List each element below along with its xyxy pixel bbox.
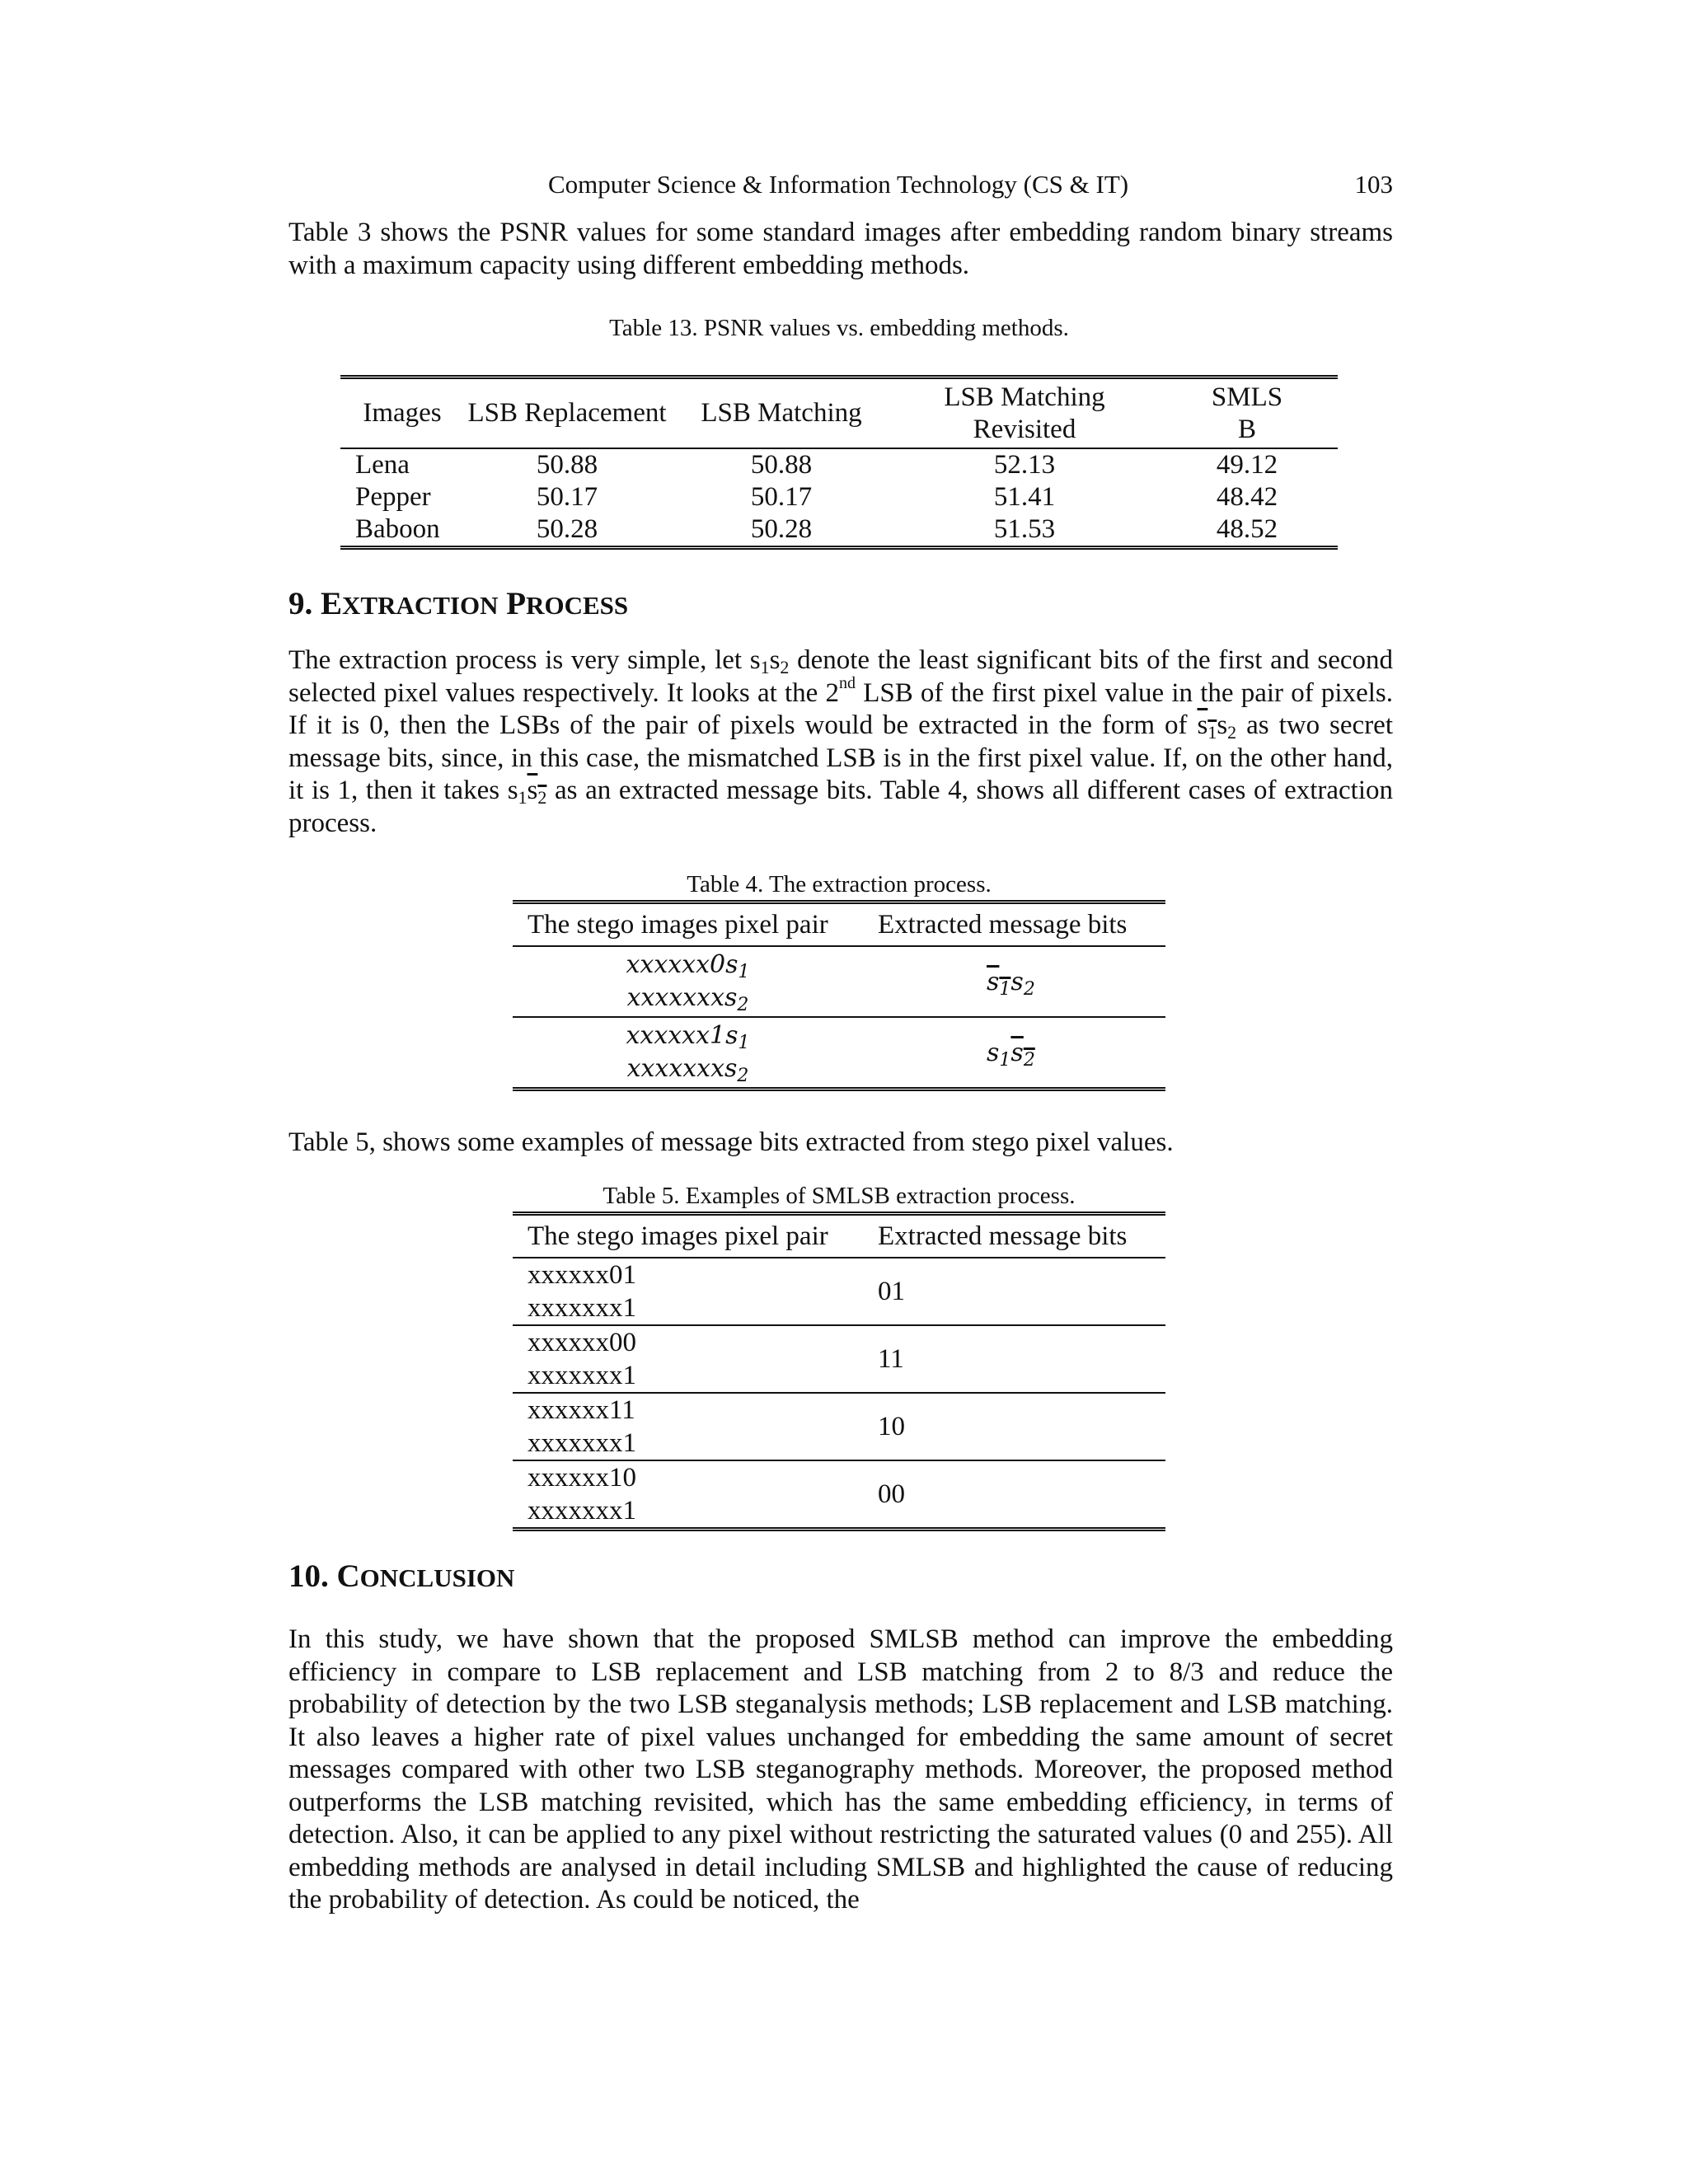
table-cell: Baboon bbox=[355, 514, 440, 544]
pixel-pair-cell: $xxxxxx1s_1$ xxxxxxxs$_2$ bbox=[626, 1021, 750, 1086]
table-row bbox=[513, 946, 1165, 1017]
section-9-heading bbox=[288, 585, 628, 622]
math-s1bar-s2: $s_1s_2$ bbox=[1197, 710, 1237, 743]
table-header-row bbox=[513, 902, 1165, 947]
table-cell: 50.88 bbox=[536, 450, 598, 480]
pixel-pair-cell: xxxxxx01 xxxxxxx1 bbox=[513, 1258, 863, 1325]
table-cell: 48.52 bbox=[1216, 514, 1278, 544]
col-header: Extracted message bits bbox=[863, 902, 1165, 947]
table-row bbox=[513, 1460, 1165, 1530]
journal-title: Computer Science & Information Technology (CS & IT) bbox=[548, 170, 1129, 199]
table-cell: 50.28 bbox=[536, 514, 598, 544]
pixel-pair-cell: xxxxxx00 xxxxxxx1 bbox=[513, 1325, 863, 1393]
section-number: 10. bbox=[288, 1558, 329, 1594]
text-run: as an extracted message bits. Table 4, shows all different cases of extraction process. bbox=[288, 776, 1394, 838]
extracted-bits-cell bbox=[863, 946, 1165, 1017]
table-cell: 49.12 bbox=[1216, 450, 1278, 480]
table-cell: 50.17 bbox=[750, 482, 813, 512]
heading-smallcaps: ROCESS bbox=[526, 591, 629, 620]
psnr-table bbox=[340, 375, 1338, 550]
col-header: The stego images pixel pair bbox=[513, 902, 863, 947]
table3-caption: Table 13. PSNR values vs. embedding methods. bbox=[609, 315, 1069, 341]
table-row bbox=[340, 448, 1338, 481]
table5-caption: Table 5. Examples of SMLSB extraction process. bbox=[603, 1183, 1076, 1209]
text-run: LSB of the first pixel value in the pair of pixels. If it is 0, then the LSBs of the pair of pixels would be extracted in the form of bbox=[288, 677, 1393, 740]
text-run: denote the least significant bits of the first and second selected pixel values respectively. It looks at the 2 bbox=[288, 645, 1394, 708]
table-cell: 51.41 bbox=[993, 482, 1056, 512]
table-cell: 52.13 bbox=[993, 450, 1056, 480]
table-row bbox=[513, 1017, 1165, 1090]
col-header-line: LSB Matching bbox=[944, 382, 1105, 412]
table-cell: Lena bbox=[355, 450, 410, 480]
col-header-line: SMLS bbox=[1211, 382, 1283, 412]
intro-paragraph: Table 3 shows the PSNR values for some standard images after embedding random binary streams with a maximum capacity using different embedding methods. bbox=[288, 218, 1393, 280]
pixel-pair-cell: xxxxxx11 xxxxxxx1 bbox=[513, 1393, 863, 1460]
table-row bbox=[513, 1258, 1165, 1325]
table5-intro: Table 5, shows some examples of message bits extracted from stego pixel values. bbox=[288, 1127, 1174, 1157]
col-header: LSB Matching bbox=[670, 377, 893, 449]
math-s1s2: $s_1s_2$ bbox=[749, 645, 790, 677]
extracted-bits-cell: 10 bbox=[863, 1393, 1165, 1460]
table-cell: 50.88 bbox=[750, 450, 813, 480]
col-header-line: B bbox=[1237, 414, 1256, 444]
col-header: The stego images pixel pair bbox=[513, 1214, 863, 1258]
table-header-row bbox=[340, 377, 1338, 449]
section-number: 9. bbox=[288, 586, 313, 621]
extracted-bits-cell bbox=[863, 1017, 1165, 1090]
table-cell: 51.53 bbox=[993, 514, 1056, 544]
col-header: Extracted message bits bbox=[863, 1214, 1165, 1258]
col-header-line: Revisited bbox=[973, 414, 1076, 444]
math-s1bar-s2: $s_1s_2$ bbox=[987, 967, 1035, 1000]
table-row bbox=[340, 481, 1338, 513]
section-10-heading bbox=[288, 1558, 514, 1595]
table-cell: 50.28 bbox=[750, 514, 813, 544]
extraction-examples-table bbox=[513, 1212, 1165, 1531]
extracted-bits-cell: 11 bbox=[863, 1325, 1165, 1393]
table-cell: 50.17 bbox=[536, 482, 598, 512]
text-run: as two secret message bits, since, in this case, the mismatched LSB is in the first pixel value. If, on the other hand, it is 1, then it takes bbox=[288, 710, 1393, 805]
math-s1-s2bar: $s_1s_2$ bbox=[987, 1038, 1035, 1071]
math-s1-s2bar: $s_1s_2$ bbox=[507, 776, 547, 808]
table-row bbox=[513, 1325, 1165, 1393]
heading-letter: E bbox=[321, 586, 343, 621]
conclusion-paragraph: In this study, we have shown that the proposed SMLSB method can improve the embedding efficiency in compare to LSB replacement and LSB matching from 2 to 8/3 and reduce the probability of detection by the two LSB steganalysis methods; LSB replacement and LSB matching. It also leaves a higher rate of pixel values unchanged for embedding the same amount of secret messages compared with other two LSB steganography methods. Moreover, the proposed method outperforms the LSB matching revisited, which has the same embedding efficiency, in terms of detection. Also, it can be applied to any pixel without restricting the saturated values (0 and 255). All embedding methods are analysed in detail including SMLSB and highlighted the cause of reducing the probability of detection. As could be noticed, the bbox=[288, 1624, 1393, 1915]
table-header-row bbox=[513, 1214, 1165, 1258]
text-run: The extraction process is very simple, let bbox=[288, 645, 743, 675]
table-cell: 48.42 bbox=[1216, 482, 1278, 512]
extracted-bits-cell: 00 bbox=[878, 1479, 905, 1509]
col-header: LSB Replacement bbox=[464, 377, 670, 449]
pixel-pair-cell: $xxxxxx0s_1$ xxxxxxxs$_2$ bbox=[513, 946, 863, 1017]
ordinal-suffix: nd bbox=[839, 673, 856, 692]
extraction-process-table bbox=[513, 900, 1165, 1091]
page-number: 103 bbox=[1354, 170, 1393, 199]
table-row bbox=[340, 513, 1338, 548]
extracted-bits-cell: 01 bbox=[863, 1258, 1165, 1325]
heading-letter: C bbox=[336, 1558, 360, 1594]
col-header bbox=[893, 377, 1156, 449]
table4-caption: Table 4. The extraction process. bbox=[687, 871, 992, 898]
col-header bbox=[1156, 377, 1338, 449]
heading-smallcaps: ONCLUSION bbox=[359, 1563, 515, 1592]
heading-letter: P bbox=[506, 586, 527, 621]
heading-smallcaps: XTRACTION bbox=[342, 591, 499, 620]
table-cell: Pepper bbox=[355, 482, 431, 512]
extraction-paragraph bbox=[288, 644, 1393, 840]
table-row bbox=[513, 1393, 1165, 1460]
pixel-pair-cell: xxxxxx10 xxxxxxx1 bbox=[528, 1463, 636, 1526]
col-header: Images bbox=[340, 377, 464, 449]
